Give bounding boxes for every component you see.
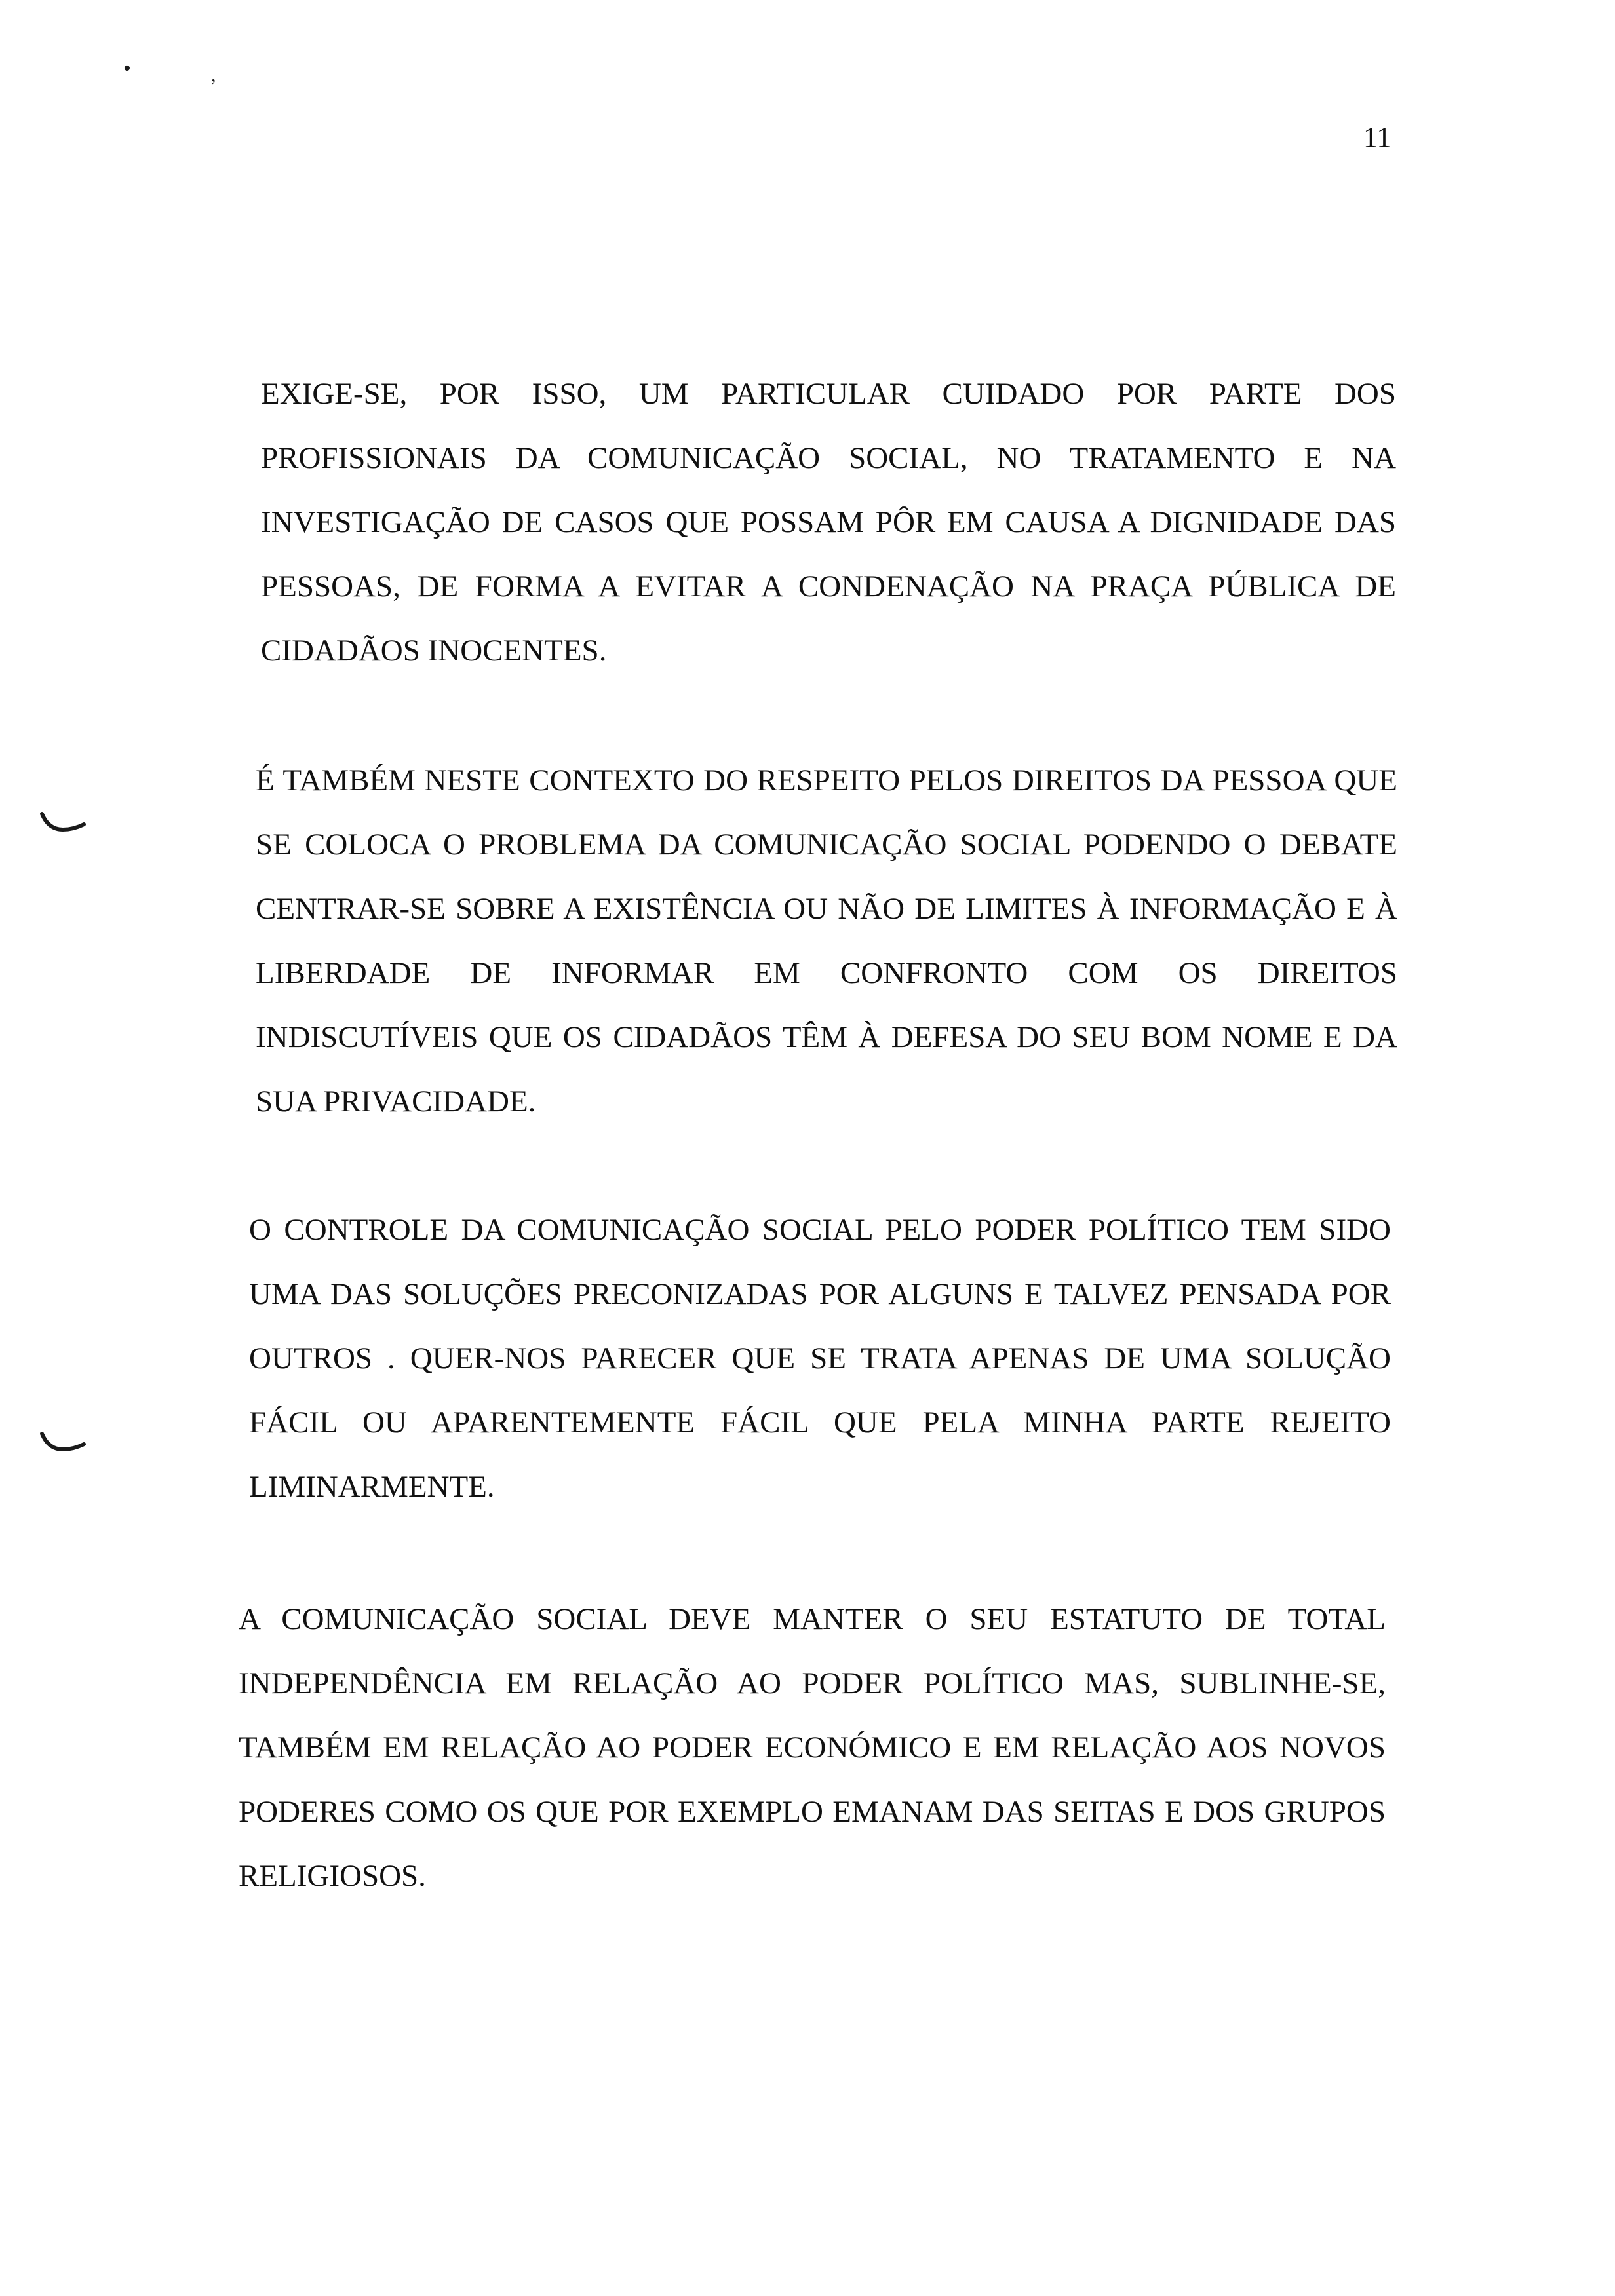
paragraph-1: EXIGE-SE, POR ISSO, UM PARTICULAR CUIDADO POR PARTE DOS PROFISSIONAIS DA COMUNICAÇÃO SOCIAL, NO TRATAMENTO E NA INVESTIGAÇÃO DE CASOS QUE POSSAM PÔR EM CAUSA A DIGNIDADE DAS PESSOAS, DE FORMA A EVITAR A CONDENAÇÃO NA PRAÇA PÚBLICA DE CIDADÃOS INOCENTES. (261, 377, 1396, 668)
paragraph-4: A COMUNICAÇÃO SOCIAL DEVE MANTER O SEU ESTATUTO DE TOTAL INDEPENDÊNCIA EM RELAÇÃO AO PODER POLÍTICO MAS, SUBLINHE-SE, TAMBÉM EM RELAÇÃO AO PODER ECONÓMICO E EM RELAÇÃO AOS NOVOS PODERES COMO OS QUE POR EXEMPLO EMANAM DAS SEITAS E DOS GRUPOS RELIGIOSOS. (239, 1602, 1386, 1893)
punch-hole-mark-icon (39, 810, 87, 836)
paragraph-2: É TAMBÉM NESTE CONTEXTO DO RESPEITO PELOS DIREITOS DA PESSOA QUE SE COLOCA O PROBLEMA DA COMUNICAÇÃO SOCIAL PODENDO O DEBATE CENTRAR-SE SOBRE A EXISTÊNCIA OU NÃO DE LIMITES À INFORMAÇÃO E À LIBERDADE DE INFORMAR EM CONFRONTO COM OS DIREITOS INDISCUTÍVEIS QUE OS CIDADÃOS TÊM À DEFESA DO SEU BOM NOME E DA SUA PRIVACIDADE. (256, 763, 1397, 1119)
scan-dot-mark: • (123, 56, 131, 81)
paragraph-3: O CONTROLE DA COMUNICAÇÃO SOCIAL PELO PODER POLÍTICO TEM SIDO UMA DAS SOLUÇÕES PRECONIZADAS POR ALGUNS E TALVEZ PENSADA POR OUTROS . QUER-NOS PARECER QUE SE TRATA APENAS DE UMA SOLUÇÃO FÁCIL OU APARENTEMENTE FÁCIL QUE PELA MINHA PARTE REJEITO LIMINARMENTE. (249, 1213, 1391, 1504)
punch-hole-mark-icon (39, 1430, 87, 1456)
scan-comma-mark: , (211, 64, 216, 86)
page-number: 11 (1363, 121, 1391, 153)
